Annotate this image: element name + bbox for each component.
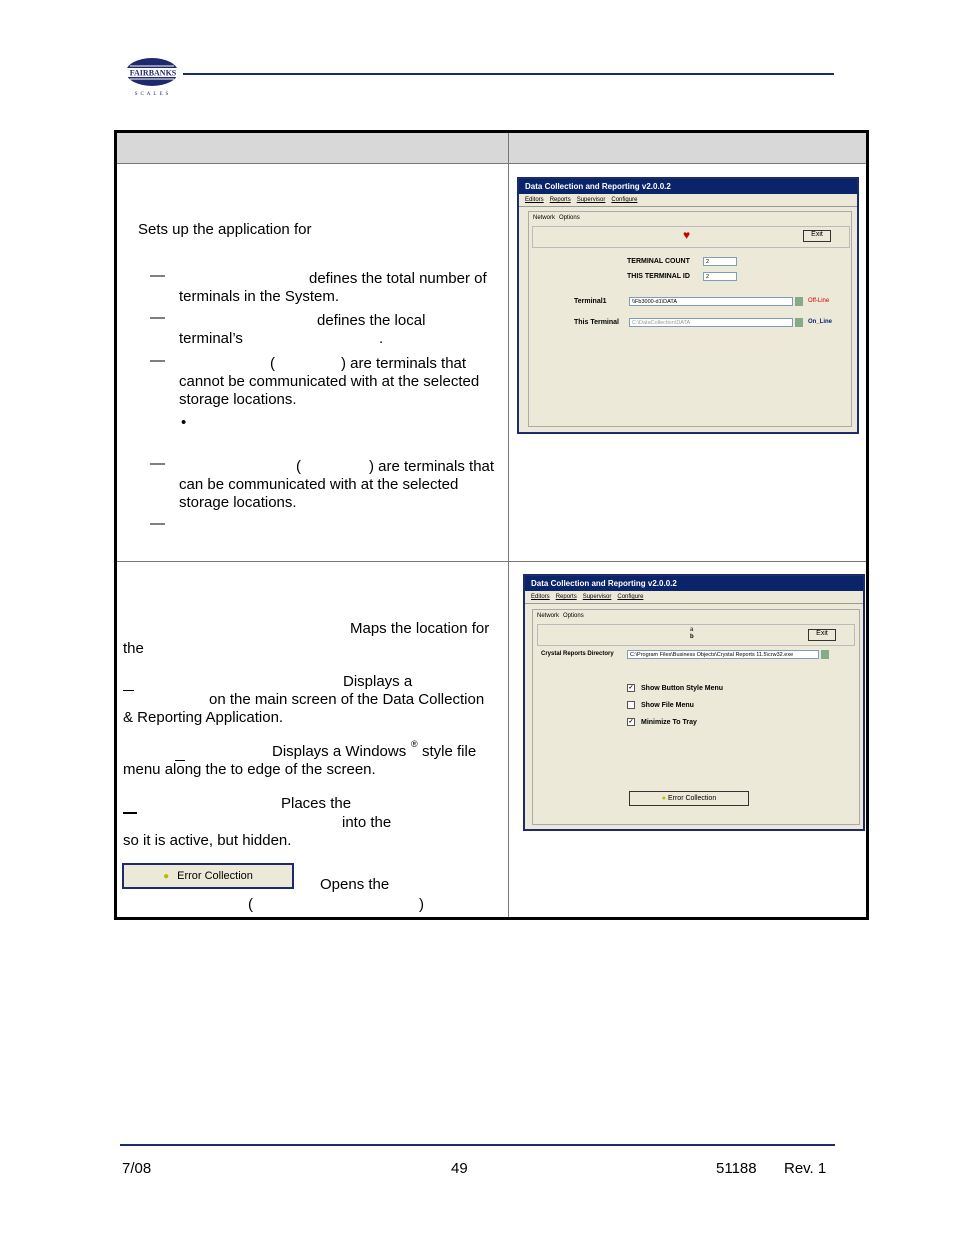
this-terminal-status: On_Line (808, 319, 833, 325)
window-title: Data Collection and Reporting v2.0.0.2 (525, 576, 863, 591)
this-terminal-id-label: THIS TERMINAL ID (627, 273, 690, 280)
row2-p3c: menu along the to edge of the screen. (123, 761, 376, 778)
error-collection-button-image (122, 863, 294, 889)
menu-editors[interactable]: Editors (525, 197, 544, 203)
row2-p4b: into the (342, 814, 392, 831)
sub-bullet: • (181, 414, 187, 431)
header-rule (183, 73, 834, 75)
option-minimize-to-tray[interactable] (627, 718, 697, 726)
error-collection-button[interactable] (629, 791, 749, 806)
radio-a[interactable]: a (690, 627, 694, 633)
footer-date: 7/08 (122, 1160, 152, 1177)
terminal1-path[interactable]: \\Fb3000-d1\DATA (629, 297, 793, 306)
fairbanks-logo (122, 54, 186, 98)
option-label: Show Button Style Menu (641, 684, 724, 692)
bullet2-line1: defines the local (317, 312, 426, 329)
row2-p5a: Opens the (320, 876, 390, 893)
option-label: Show File Menu (641, 701, 694, 709)
row1-intro: Sets up the application for (138, 221, 312, 238)
row2-p4c: so it is active, but hidden. (123, 832, 292, 849)
menu-configure[interactable]: Configure (617, 594, 644, 600)
crystal-reports-path[interactable]: C:\Program Files\Business Objects\Crystal Reports 11.5\crw32.exe (627, 650, 819, 659)
exit-button[interactable]: Exit (803, 230, 831, 242)
row2-p5c: ) (419, 896, 424, 913)
option-label: Minimize To Tray (641, 718, 697, 726)
radio-b[interactable]: b (690, 634, 694, 640)
tab-network[interactable]: Network (533, 215, 556, 221)
heart-icon: ♥ (683, 228, 691, 242)
row2-p1b: the (123, 640, 144, 657)
dash-bullet: — (150, 309, 165, 326)
browse-icon[interactable] (821, 650, 829, 659)
this-terminal-id-select[interactable]: 2 (703, 272, 737, 281)
options-tab-screenshot (523, 574, 865, 831)
bullet4-line1: ) are terminals that (369, 458, 495, 475)
network-tab-screenshot (517, 177, 859, 434)
footer-revision: Rev. 1 (784, 1160, 827, 1177)
tab-options[interactable]: Options (559, 215, 580, 221)
checkbox-checked-icon[interactable]: ✓ (628, 685, 634, 691)
error-collection-icon: ● (661, 795, 667, 802)
menu-supervisor[interactable]: Supervisor (576, 197, 606, 203)
exit-button[interactable]: Exit (808, 629, 836, 641)
footer-doc-number: 51188 (716, 1160, 757, 1177)
dash-bullet: — (150, 455, 165, 472)
bullet4-line2: can be communicated with at the selected (179, 476, 459, 493)
row2-p2b: on the main screen of the Data Collection (209, 691, 485, 708)
bullet4-line3: storage locations. (179, 494, 297, 511)
terminal1-status: Off-Line (808, 298, 830, 304)
crystal-reports-label: Crystal Reports Directory (541, 651, 614, 657)
row2-p5b: ( (248, 896, 253, 913)
dash-bullet: — (150, 515, 165, 532)
tab-options[interactable]: Options (563, 613, 584, 619)
error-collection-icon: ● (163, 870, 170, 882)
option-show-button-style-menu[interactable] (627, 684, 723, 692)
toolbar (532, 226, 850, 248)
footer-rule (120, 1144, 835, 1146)
row2-p1a: Maps the location for (350, 620, 490, 637)
browse-icon[interactable] (795, 318, 803, 327)
bullet2-line2: terminal’s (179, 330, 243, 347)
menu-bar (519, 194, 857, 207)
tab-strip (533, 610, 859, 622)
bullet1-line2: terminals in the System. (179, 288, 340, 305)
row2-p3a: Displays a Windows (272, 743, 407, 760)
menu-reports[interactable]: Reports (555, 594, 577, 600)
dash-bullet: — (150, 352, 165, 369)
bullet4-paren: ( (296, 458, 301, 475)
column-divider (508, 133, 509, 917)
menu-bar (525, 591, 863, 604)
error-collection-label: Error Collection (667, 795, 717, 802)
underline-mark (123, 812, 137, 814)
svg-text:FAIRBANKS: FAIRBANKS (129, 68, 177, 78)
tab-panel (528, 211, 852, 427)
this-terminal-label: This Terminal (574, 319, 619, 326)
svg-text:SCALES: SCALES (134, 92, 172, 97)
menu-supervisor[interactable]: Supervisor (582, 594, 612, 600)
checkbox-unchecked-icon[interactable] (627, 701, 635, 709)
menu-editors[interactable]: Editors (531, 594, 550, 600)
terminal1-label: Terminal1 (574, 298, 607, 305)
menu-reports[interactable]: Reports (549, 197, 571, 203)
terminal-count-label: TERMINAL COUNT (627, 258, 690, 265)
bullet1-line1: defines the total number of (309, 270, 487, 287)
error-collection-label: Error Collection (177, 870, 253, 882)
row2-p4a: Places the (281, 795, 352, 812)
row2-p3b: style file (422, 743, 477, 760)
dash-bullet: — (150, 267, 165, 284)
this-terminal-path[interactable]: C:\DataCollection\DATA (629, 318, 793, 327)
bullet2-period: . (379, 330, 384, 347)
checkbox-checked-icon[interactable]: ✓ (628, 719, 634, 725)
footer-page-number: 49 (451, 1160, 468, 1177)
bullet3-line2: cannot be communicated with at the selected (179, 373, 480, 390)
underline-mark (123, 690, 134, 691)
row2-p2c: & Reporting Application. (123, 709, 284, 726)
window-title: Data Collection and Reporting v2.0.0.2 (519, 179, 857, 194)
row-divider (117, 561, 866, 562)
bullet3-line1: ) are terminals that (341, 355, 467, 372)
bullet3-line3: storage locations. (179, 391, 297, 408)
terminal-count-select[interactable]: 2 (703, 257, 737, 266)
option-show-file-menu[interactable] (627, 701, 694, 709)
table-header-row (117, 133, 866, 164)
tab-strip (529, 212, 851, 224)
menu-configure[interactable]: Configure (611, 197, 638, 203)
toolbar (537, 624, 855, 646)
tab-network[interactable]: Network (537, 613, 560, 619)
row2-p2a: Displays a (343, 673, 413, 690)
bullet3-paren: ( (270, 355, 275, 372)
browse-icon[interactable] (795, 297, 803, 306)
tab-panel (532, 609, 860, 825)
registered-mark: ® (411, 739, 418, 749)
